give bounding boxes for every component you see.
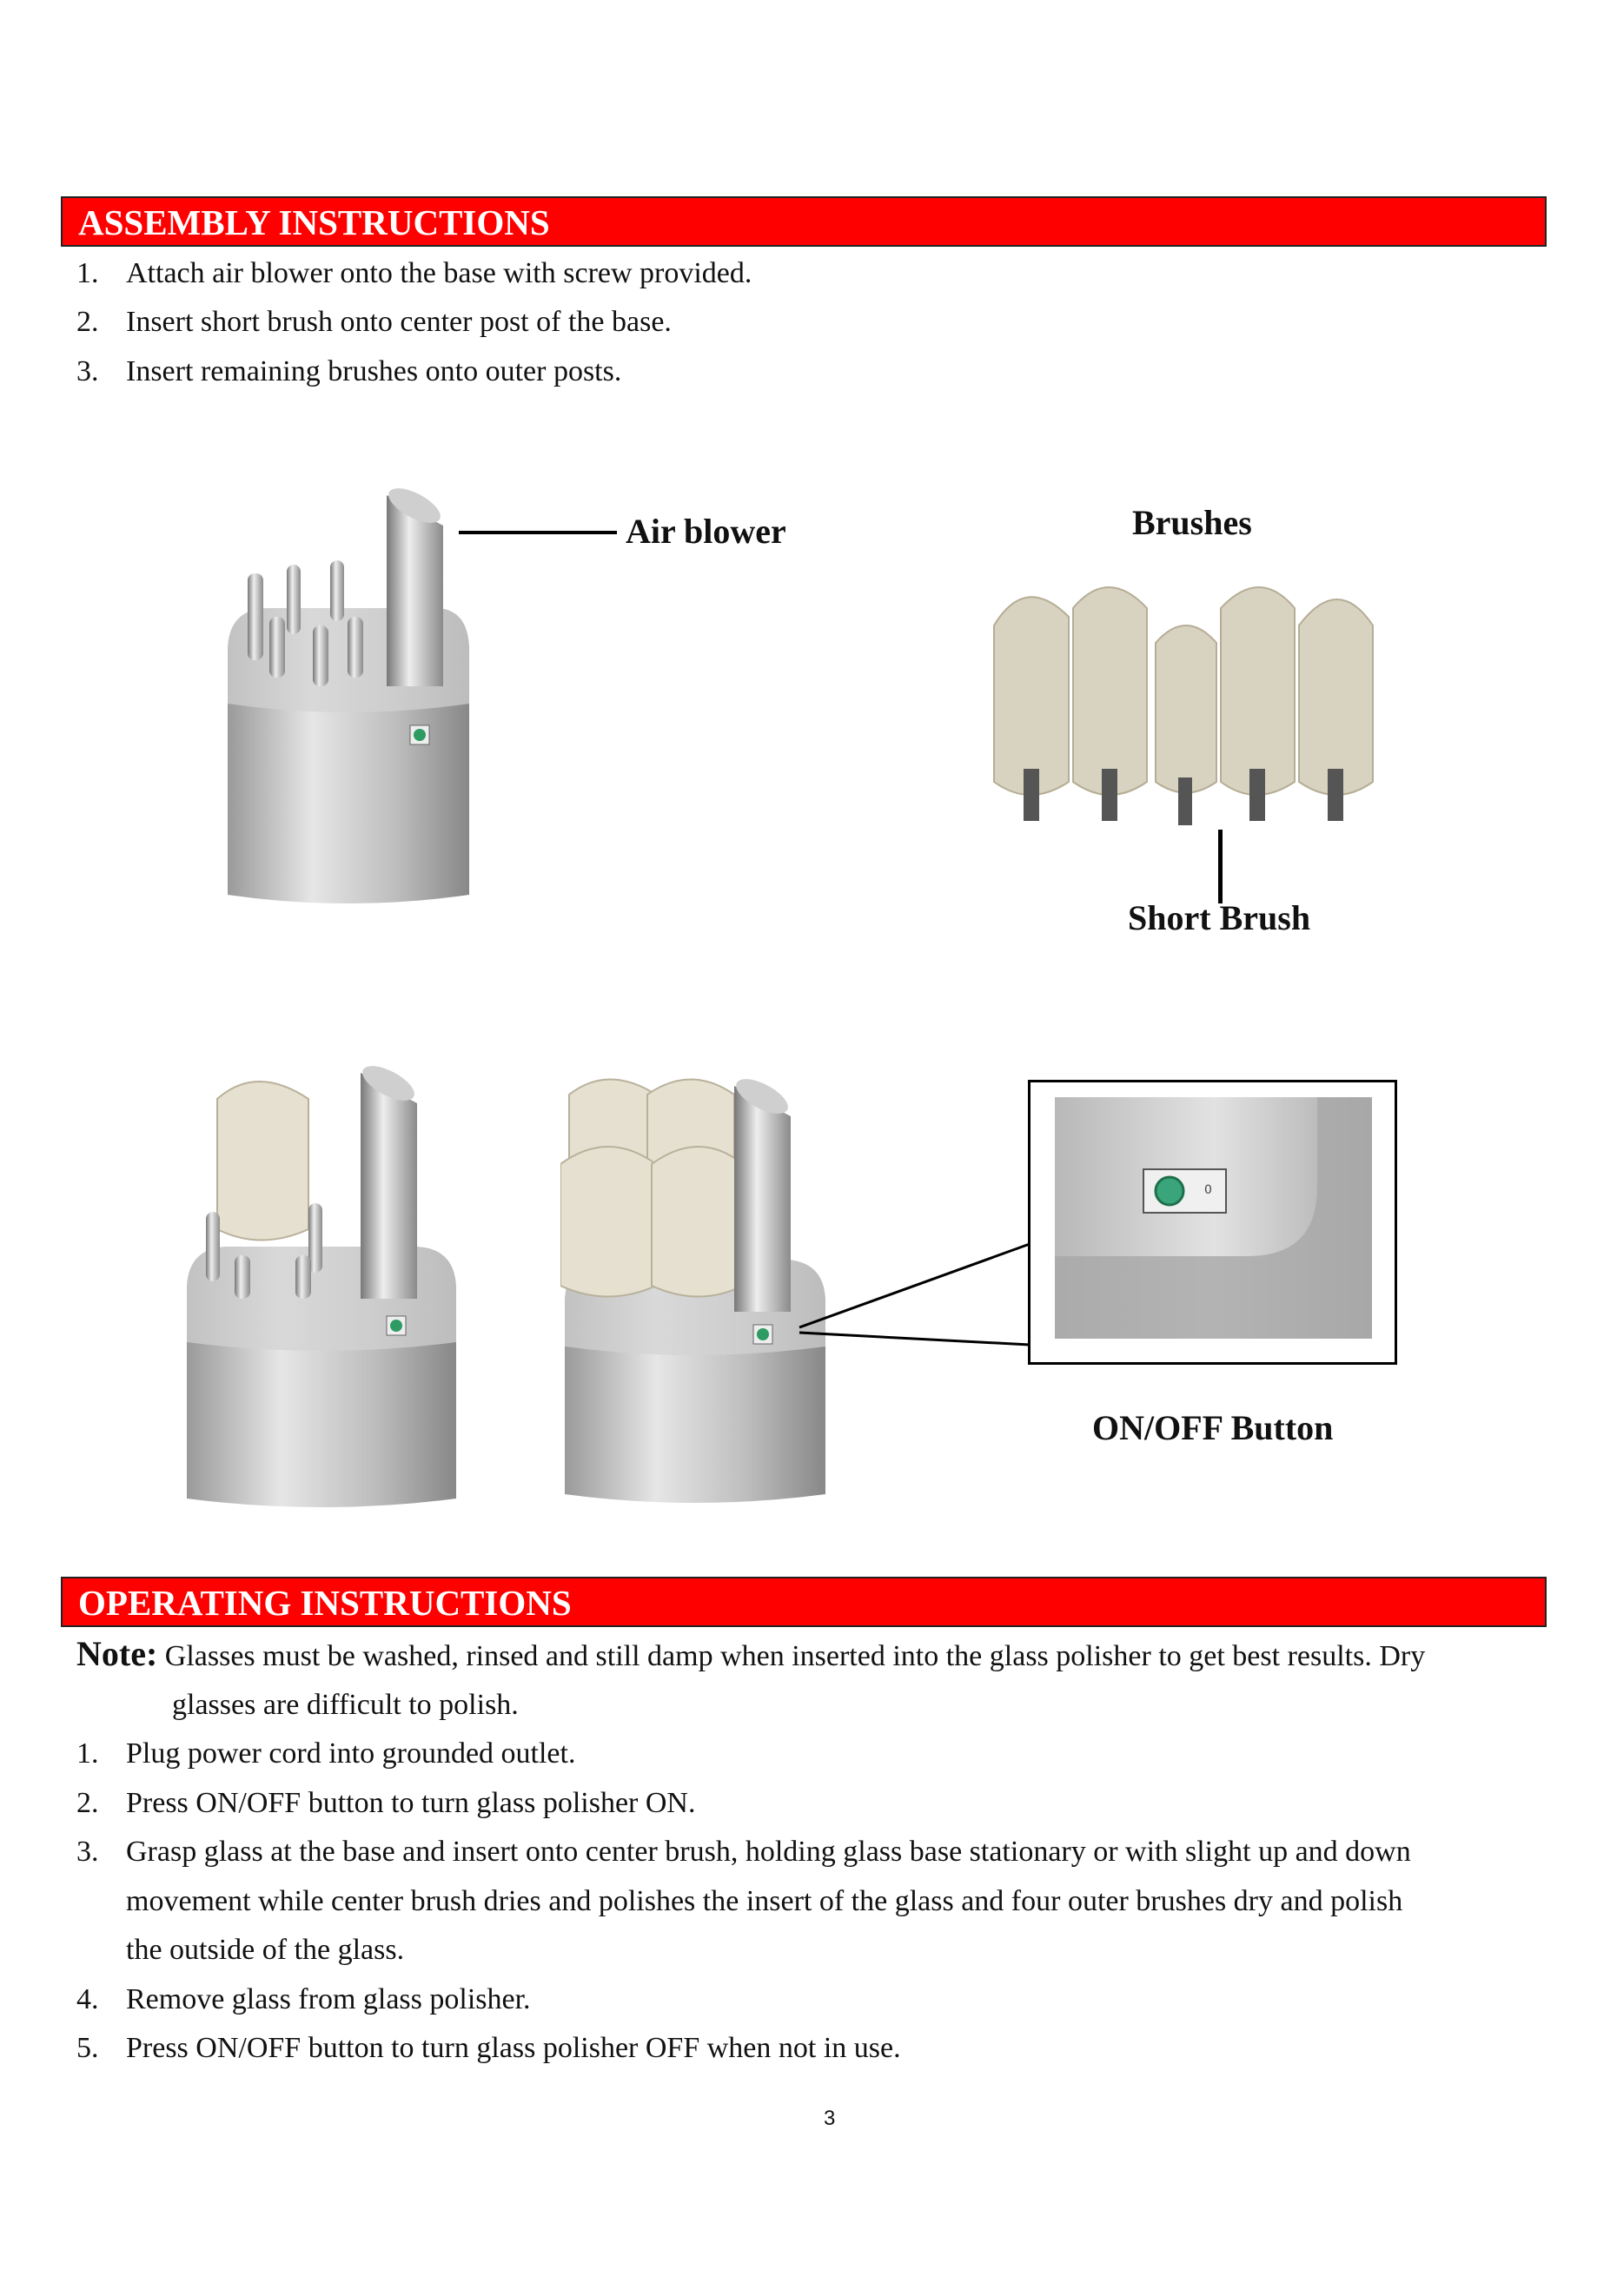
note-line [76, 1633, 1425, 1674]
assembly-step-number: 1. [76, 257, 99, 289]
assembly-step-text: Attach air blower onto the base with screw provided. [126, 257, 752, 289]
operating-heading-bar [61, 1577, 1547, 1627]
brushes-label: Brushes [1132, 503, 1252, 542]
brushes-image [991, 573, 1425, 834]
operating-step-text: Press ON/OFF button to turn glass polisher ON. [126, 1787, 696, 1819]
polisher-short-brush-image [178, 1064, 465, 1507]
operating-step-text: Remove glass from glass polisher. [126, 1983, 531, 2015]
operating-step-number: 2. [76, 1787, 99, 1819]
svg-text:0: 0 [1204, 1183, 1212, 1197]
note-text-continued: glasses are difficult to polish. [172, 1689, 519, 1721]
short-brush-label: Short Brush [1128, 898, 1311, 937]
operating-step-text: Grasp glass at the base and insert onto center brush, holding glass base stationary or with slight up and down [126, 1836, 1411, 1868]
assembly-heading: ASSEMBLY INSTRUCTIONS [78, 202, 550, 242]
assembly-heading-bar [61, 196, 1547, 247]
operating-step-number: 5. [76, 2032, 99, 2064]
assembly-step-number: 3. [76, 355, 99, 387]
operating-step-text: Press ON/OFF button to turn glass polisher OFF when not in use. [126, 2032, 901, 2064]
onoff-zoom-image [1031, 1082, 1395, 1362]
air-blower-leader-line [459, 531, 617, 534]
page-number: 3 [824, 2107, 836, 2130]
short-brush-leader-line [1218, 830, 1223, 903]
operating-step-number: 3. [76, 1836, 99, 1868]
assembly-step-text: Insert remaining brushes onto outer posts. [126, 355, 622, 387]
onoff-zoom-box [1028, 1080, 1397, 1365]
operating-heading: OPERATING INSTRUCTIONS [78, 1583, 572, 1623]
polisher-base-image [209, 478, 495, 912]
assembly-step-number: 2. [76, 306, 99, 338]
operating-step-text-continued: movement while center brush dries and polishes the insert of the glass and four outer brushes dry and polish [126, 1885, 1403, 1917]
note-text: Glasses must be washed, rinsed and still damp when inserted into the glass polisher to get best results. Dry [164, 1640, 1426, 1672]
assembly-step-text: Insert short brush onto center post of the base. [126, 306, 672, 338]
onoff-label: ON/OFF Button [1092, 1408, 1334, 1447]
operating-step-text: Plug power cord into grounded outlet. [126, 1737, 576, 1770]
air-blower-label: Air blower [626, 512, 786, 551]
note-label: Note: [76, 1634, 158, 1673]
zoom-callout-lines [782, 1242, 1034, 1347]
operating-step-text-continued: the outside of the glass. [126, 1934, 405, 1966]
operating-step-number: 4. [76, 1983, 99, 2015]
operating-step-number: 1. [76, 1737, 99, 1770]
